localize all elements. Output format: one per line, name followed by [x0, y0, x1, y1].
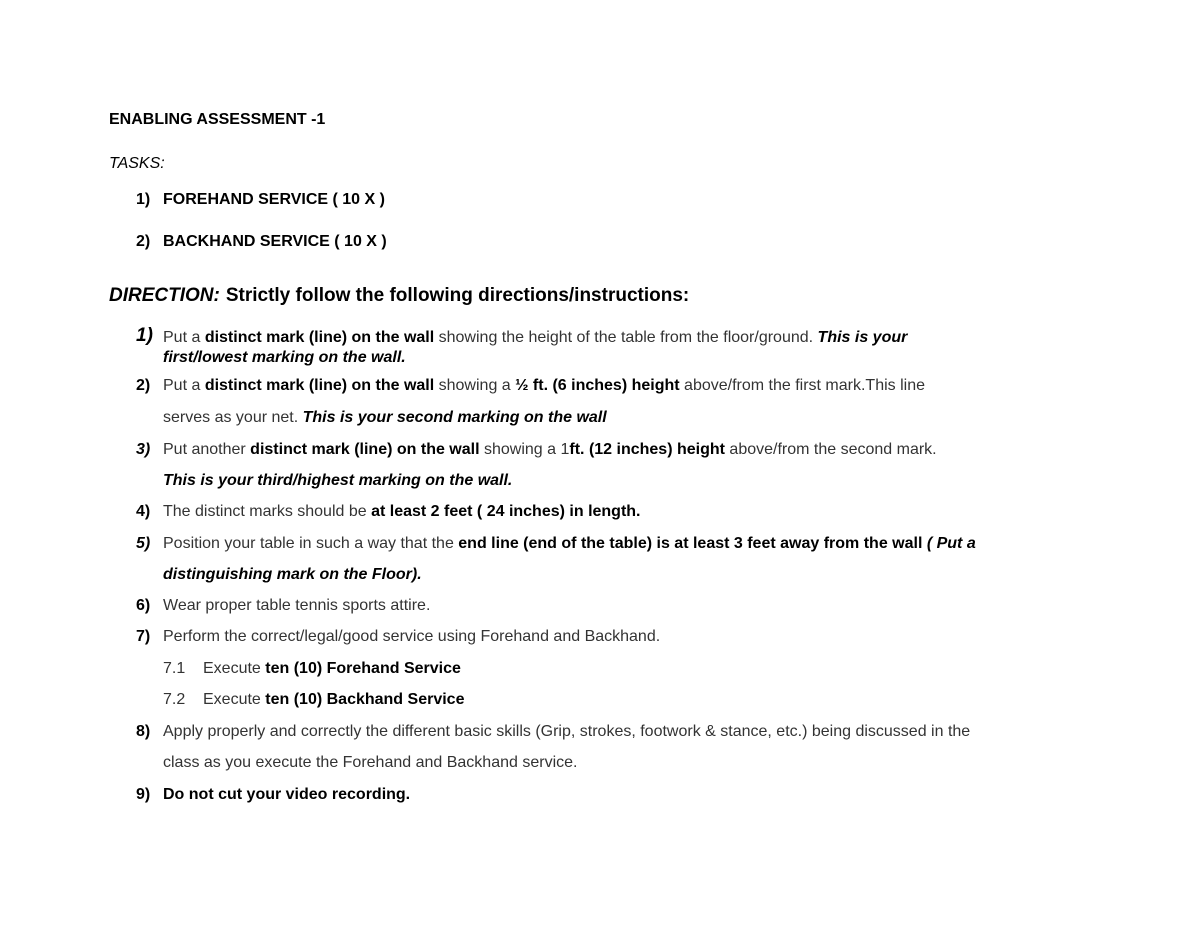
item-emphasis-text: This is your second marking on the wall [302, 409, 607, 426]
task-number: 1) [136, 191, 151, 208]
item-text: showing a 1 [479, 441, 570, 458]
tasks-label: TASKS: [109, 155, 165, 172]
item-text: Wear proper table tennis sports attire. [163, 597, 431, 614]
direction-label: DIRECTION: [109, 285, 220, 306]
item-number: 1) [136, 325, 153, 346]
item-emphasis-text: distinguishing mark on the Floor). [163, 566, 422, 583]
task-item-forehand [136, 191, 385, 209]
direction-item-1 [136, 325, 1106, 368]
item-number: 7) [136, 628, 151, 645]
direction-item-4 [136, 502, 1106, 522]
item-emphasis-text: This is your [817, 329, 908, 346]
direction-item-2-line-2 [136, 408, 1106, 428]
item-text: Position your table in such a way that the [163, 535, 459, 552]
item-text: above/from the second mark. [724, 441, 937, 458]
item-bold-text: ft. (12 inches) height [569, 441, 725, 458]
item-number: 4) [136, 503, 151, 520]
sub-item-number: 7.2 [163, 691, 186, 708]
sub-item-number: 7.1 [163, 660, 186, 677]
direction-item-9 [136, 785, 1106, 805]
sub-item-text: Execute [203, 660, 266, 677]
item-bold-text: distinct mark (line) on the wall [204, 377, 435, 394]
item-text: Apply properly and correctly the different basic skills (Grip, strokes, footwork & stance, etc.) being discussed in the [163, 723, 971, 740]
item-text: serves as your net. [163, 409, 303, 426]
item-number: 2) [136, 377, 151, 394]
item-text: showing a [434, 377, 516, 394]
item-bold-text: distinct mark (line) on the wall [250, 441, 480, 458]
item-emphasis-text: This is your third/highest marking on the wall. [163, 472, 513, 489]
task-item-backhand [136, 233, 387, 251]
item-number: 3) [136, 441, 151, 458]
sub-item-bold-text: ten (10) Forehand Service [265, 660, 461, 677]
direction-item-6 [136, 596, 1106, 616]
item-bold-text: ½ ft. (6 inches) height [515, 377, 680, 394]
direction-text: Strictly follow the following directions/instructions: [225, 285, 690, 306]
direction-item-8 [136, 722, 1106, 742]
task-number: 2) [136, 233, 151, 250]
item-number: 6) [136, 597, 151, 614]
sub-item-7-2 [163, 690, 464, 710]
direction-heading [109, 285, 689, 307]
item-bold-text: end line (end of the table) is at least 3 feet away from the wall [458, 535, 923, 552]
item-bold-text: Do not cut your video recording. [163, 786, 411, 803]
item-emphasis-text: first/lowest marking on the wall. [163, 349, 406, 366]
sub-item-7-1 [163, 659, 461, 679]
item-text: showing the height of the table from the floor/ground. [434, 329, 818, 346]
item-text: Put another [163, 441, 251, 458]
assessment-heading: ENABLING ASSESSMENT -1 [109, 111, 326, 128]
item-text: The distinct marks should be [163, 503, 372, 520]
direction-item-3 [136, 440, 1106, 460]
direction-item-8-line-2 [136, 753, 1106, 773]
item-text: Put a [163, 377, 205, 394]
sub-item-bold-text: ten (10) Backhand Service [265, 691, 465, 708]
item-number: 9) [136, 786, 151, 803]
item-bold-text: at least 2 feet ( 24 inches) in length. [371, 503, 641, 520]
item-bold-text: distinct mark (line) on the wall [204, 329, 435, 346]
item-emphasis-text: ( Put a [922, 535, 976, 552]
direction-item-5-line-2 [136, 565, 1106, 585]
direction-item-3-line-2 [136, 471, 1106, 491]
direction-item-7 [136, 627, 1106, 647]
item-text: Put a [163, 329, 205, 346]
item-text: Perform the correct/legal/good service using Forehand and Backhand. [163, 628, 661, 645]
task-text: BACKHAND SERVICE ( 10 X ) [163, 233, 387, 250]
direction-item-2 [136, 376, 1106, 396]
direction-item-5 [136, 534, 1106, 554]
sub-item-text: Execute [203, 691, 266, 708]
item-number: 8) [136, 723, 151, 740]
task-text: FOREHAND SERVICE ( 10 X ) [163, 191, 385, 208]
item-number: 5) [136, 535, 151, 552]
item-text: class as you execute the Forehand and Backhand service. [163, 754, 578, 771]
item-text: above/from the first mark.This line [679, 377, 926, 394]
